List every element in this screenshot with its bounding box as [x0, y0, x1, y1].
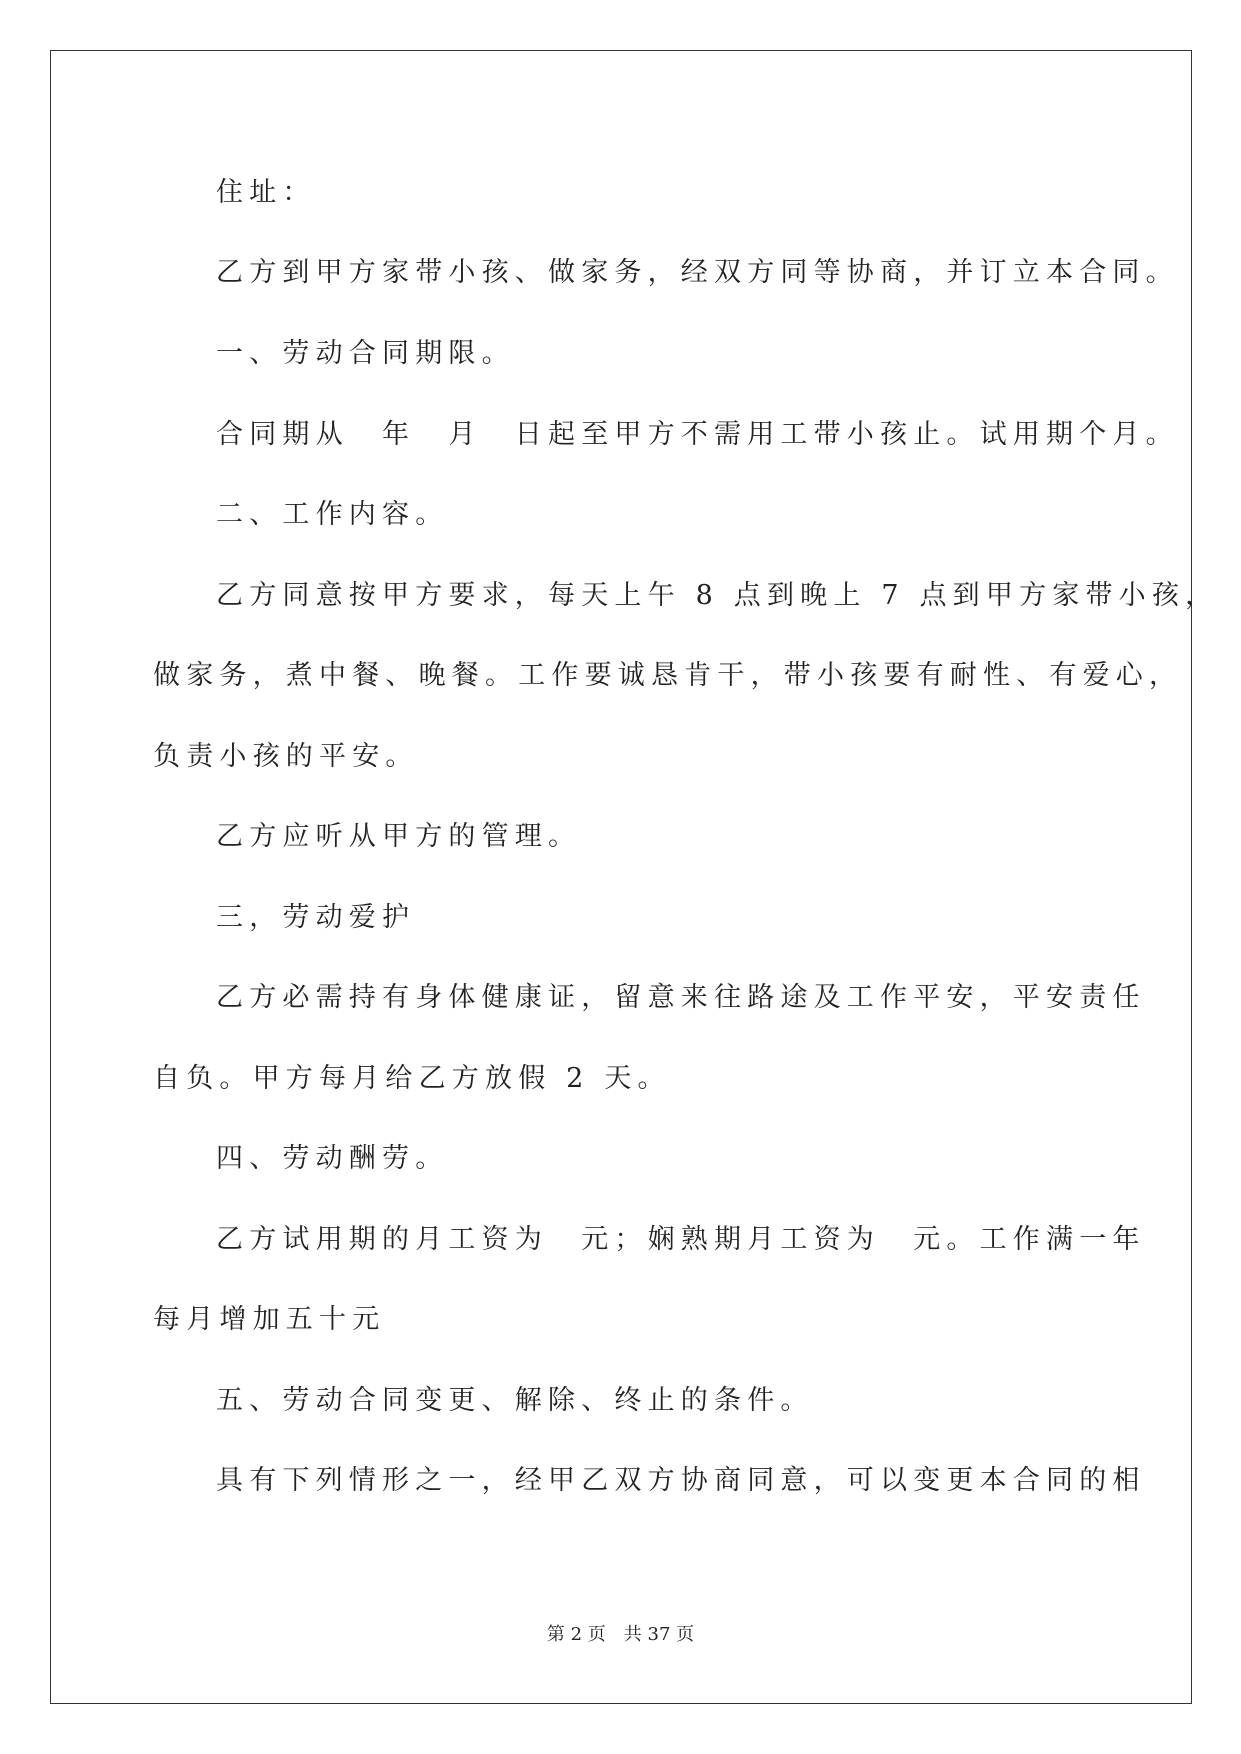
page-border [50, 50, 1192, 1704]
paragraph-protection-line-1: 乙方必需持有身体健康证，留意来往路途及工作平安，平安责任 [216, 982, 1146, 1013]
section-heading-1: 一、劳动合同期限。 [216, 338, 515, 369]
paragraph-protection-line-2: 自负。甲方每月给乙方放假 2 天。 [153, 1063, 671, 1094]
paragraph-intro: 乙方到甲方家带小孩、做家务，经双方同等协商，并订立本合同。 [216, 257, 1179, 288]
paragraph-salary-line-1: 乙方试用期的月工资为 元；娴熟期月工资为 元。工作满一年 [216, 1224, 1146, 1255]
section-heading-3: 三，劳动爱护 [216, 902, 416, 933]
paragraph-work-content-line-2: 做家务，煮中餐、晚餐。工作要诚恳肯干，带小孩要有耐性、有爱心， [153, 660, 1183, 691]
paragraph-salary-line-2: 每月增加五十元 [153, 1304, 386, 1335]
section-heading-5: 五、劳动合同变更、解除、终止的条件。 [216, 1385, 814, 1416]
paragraph-address: 住址： [216, 177, 316, 208]
paragraph-work-content-line-3: 负责小孩的平安。 [153, 741, 419, 772]
paragraph-change-conditions: 具有下列情形之一，经甲乙双方协商同意，可以变更本合同的相 [216, 1465, 1146, 1496]
paragraph-work-content-line-1: 乙方同意按甲方要求，每天上午 8 点到晚上 7 点到甲方家带小孩， [216, 580, 1219, 611]
section-heading-2: 二、工作内容。 [216, 499, 449, 530]
section-heading-4: 四、劳动酬劳。 [216, 1143, 449, 1174]
paragraph-contract-term: 合同期从 年 月 日起至甲方不需用工带小孩止。试用期个月。 [216, 419, 1179, 450]
page-number-footer: 第 2 页 共 37 页 [546, 1624, 695, 1645]
paragraph-management: 乙方应听从甲方的管理。 [216, 821, 582, 852]
